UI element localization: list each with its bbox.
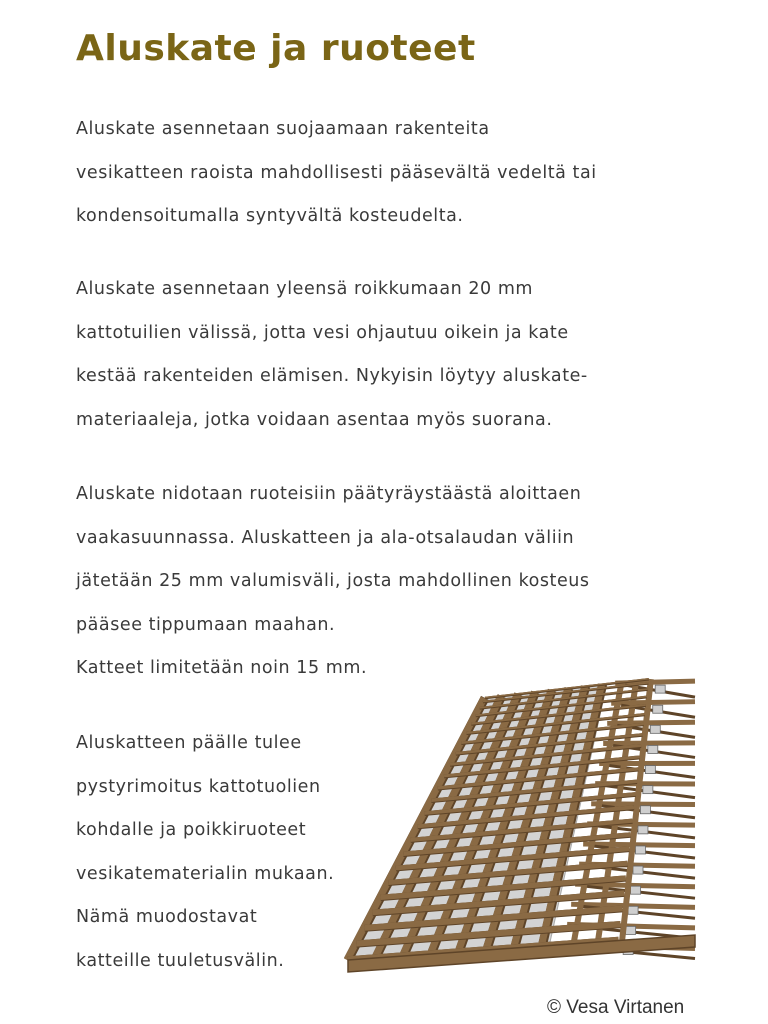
paragraph-underlay-stapling — [76, 473, 590, 691]
text-line: vesikatteen raoista mahdollisesti pääsevältä vedeltä tai — [76, 162, 597, 183]
text-line: Katteet limitetään noin 15 mm. — [76, 658, 368, 678]
text-line: kattotuilien välissä, jotta vesi ohjautuu oikein ja kate — [76, 322, 569, 343]
truss-plate — [655, 685, 665, 693]
text-line: Aluskate asennetaan yleensä roikkumaan 20 mm — [76, 279, 534, 299]
text-line: Aluskatteen päälle tulee — [76, 733, 302, 753]
text-line: Aluskate asennetaan suojaamaan rakenteita — [76, 119, 490, 139]
truss-plate — [650, 725, 660, 733]
truss-plate — [631, 886, 641, 894]
truss-plate — [653, 705, 663, 713]
truss-plate — [645, 766, 655, 774]
text-line: pystyrimoitus kattotuolien — [76, 776, 321, 797]
text-line: kestää rakenteiden elämisen. Nykyisin löytyy aluskate- — [76, 366, 588, 386]
page-title: Aluskate ja ruoteet — [76, 28, 476, 69]
truss-plate — [648, 745, 658, 753]
truss-plate — [628, 906, 638, 914]
truss-chord — [607, 722, 695, 723]
truss-chord — [611, 702, 695, 704]
copyright-credit: © Vesa Virtanen — [547, 997, 685, 1018]
text-line: Aluskate nidotaan ruoteisiin päätyräystäästä aloittaen — [76, 484, 582, 504]
text-line: jätetään 25 mm valumisväli, josta mahdollinen kosteus — [76, 571, 590, 591]
paragraph-underlay-purpose — [76, 108, 597, 239]
paragraph-underlay-sag — [76, 268, 588, 442]
text-line: vaakasuunnassa. Aluskatteen ja ala-otsalaudan väliin — [76, 527, 575, 548]
truss-plate — [633, 866, 643, 874]
truss-plate — [626, 926, 636, 934]
text-line: kohdalle ja poikkiruoteet — [76, 820, 307, 840]
truss-plate — [643, 786, 653, 794]
text-line: materiaaleja, jotka voidaan asentaa myös suorana. — [76, 409, 553, 430]
text-line: pääsee tippumaan maahan. — [76, 614, 336, 635]
truss-chord — [603, 743, 695, 744]
roof-battens-illustration — [340, 660, 700, 980]
paragraph-battens — [76, 722, 334, 983]
text-line: katteille tuuletusvälin. — [76, 950, 285, 971]
truss-plate — [635, 846, 645, 854]
text-line: Nämä muodostavat — [76, 907, 258, 927]
text-line: kondensoitumalla syntyvältä kosteudelta. — [76, 206, 464, 226]
truss-plate — [640, 806, 650, 814]
truss-plate — [638, 826, 648, 834]
text-line: vesikatematerialin mukaan. — [76, 863, 335, 884]
truss-chord — [591, 804, 695, 805]
